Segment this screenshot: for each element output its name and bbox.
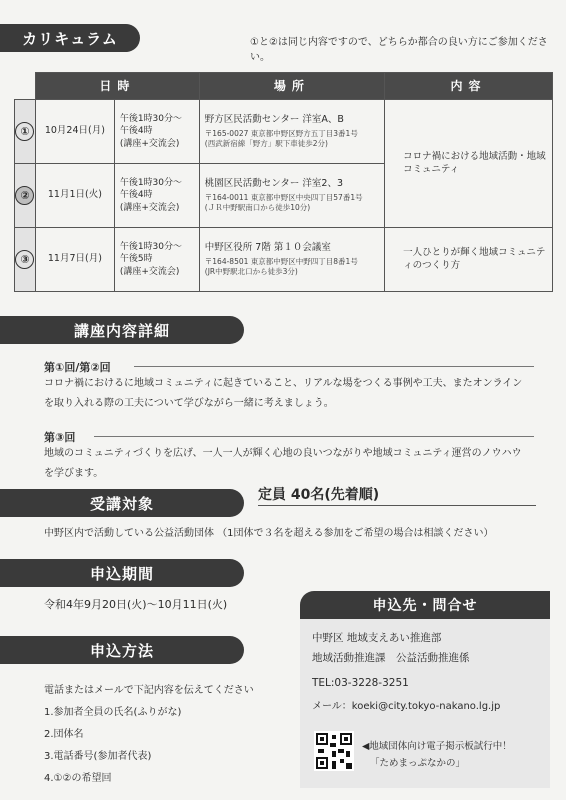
target-heading: 受講対象 — [0, 489, 244, 517]
divider — [258, 505, 536, 506]
list-item: 1.参加者全員の氏名(ふりがな) — [44, 707, 182, 718]
header-datetime: 日時 — [35, 73, 199, 100]
contact-heading: 申込先・問合せ — [300, 591, 550, 619]
divider — [94, 436, 534, 437]
session-time: 午後1時30分～ 午後4時 (講座+交流会) — [114, 164, 199, 228]
details-text-1: コロナ禍におけるに地域コミュニティに起きていること、リアルな場をつくる事例や工夫、またオンラインを取り入れる際の工夫について学びながら一緒に考えましょう。 — [44, 378, 523, 409]
period-text: 令和4年9月20日(火)～10月11日(火) — [44, 598, 228, 611]
session-place: 野方区民活動センター 洋室A、B 〒165-0027 東京都中野区野方五丁目3番1号 (西武新宿線「野方」駅下車徒歩2分) — [199, 100, 384, 164]
divider — [134, 366, 534, 367]
session-date: 10月24日(月) — [35, 100, 114, 164]
session-content: コロナ禍における地域活動・地域コミュニティ — [385, 100, 553, 228]
table-row — [15, 228, 553, 292]
session-time: 午後1時30分～ 午後4時 (講座+交流会) — [114, 100, 199, 164]
session-number: ① — [15, 122, 34, 141]
list-item: 2.団体名 — [44, 729, 84, 740]
contact-dept-2: 地域活動推進課 公益活動推進係 — [312, 652, 470, 664]
session-content: 一人ひとりが輝く地域コミュニティのつくり方 — [385, 228, 553, 292]
curriculum-table — [14, 72, 553, 292]
session-number: ③ — [15, 250, 34, 269]
curriculum-note: ①と②は同じ内容ですので、どちらか都合の良い方にご参加ください。 — [250, 37, 548, 63]
period-heading: 申込期間 — [0, 559, 244, 587]
header-place: 場所 — [199, 73, 384, 100]
contact-dept-1: 中野区 地域支えあい推進部 — [312, 632, 442, 644]
method-intro: 電話またはメールで下記内容を伝えてください — [44, 685, 254, 696]
session-place: 桃園区民活動センター 洋室2、3 〒164-0011 東京都中野区中央四丁目57番1号 (ＪＲ中野駅南口から徒歩10分) — [199, 164, 384, 228]
session-date: 11月7日(月) — [35, 228, 114, 292]
board-name: 「ためまっぷなかの」 — [370, 758, 466, 769]
session-number: ② — [15, 186, 34, 205]
details-subheading-1: 第①回/第②回 — [44, 361, 111, 374]
details-subheading-2: 第③回 — [44, 431, 76, 444]
board-note: ◀地域団体向け電子掲示板試行中！ — [362, 741, 512, 752]
session-place: 中野区役所 7階 第１０会議室 〒164-8501 東京都中野区中野四丁目8番1号 (JR中野駅北口から徒歩3分) — [199, 228, 384, 292]
details-heading: 講座内容詳細 — [0, 316, 244, 344]
table-row — [15, 100, 553, 164]
table-header-row — [15, 73, 553, 100]
method-heading: 申込方法 — [0, 636, 244, 664]
details-text-2: 地域のコミュニティづくりを広げ、一人一人が輝く心地の良いつながりや地域コミュニティ運営のノウハウを学びます。 — [44, 448, 522, 479]
curriculum-heading: カリキュラム — [0, 24, 140, 52]
qr-code-icon[interactable] — [314, 731, 354, 771]
header-content: 内容 — [385, 73, 553, 100]
capacity-label: 定員 40名(先着順) — [258, 487, 380, 503]
contact-tel[interactable]: TEL:03-3228-3251 — [312, 677, 409, 689]
contact-mail[interactable]: メール：koeki@city.tokyo-nakano.lg.jp — [312, 701, 501, 712]
session-time: 午後1時30分～ 午後5時 (講座+交流会) — [114, 228, 199, 292]
target-text: 中野区内で活動している公益活動団体 （1団体で３名を超える参加をご希望の場合は相談ください） — [44, 528, 494, 539]
list-item: 3.電話番号(参加者代表) — [44, 751, 152, 762]
session-date: 11月1日(火) — [35, 164, 114, 228]
list-item: 4.①②の希望回 — [44, 773, 112, 784]
